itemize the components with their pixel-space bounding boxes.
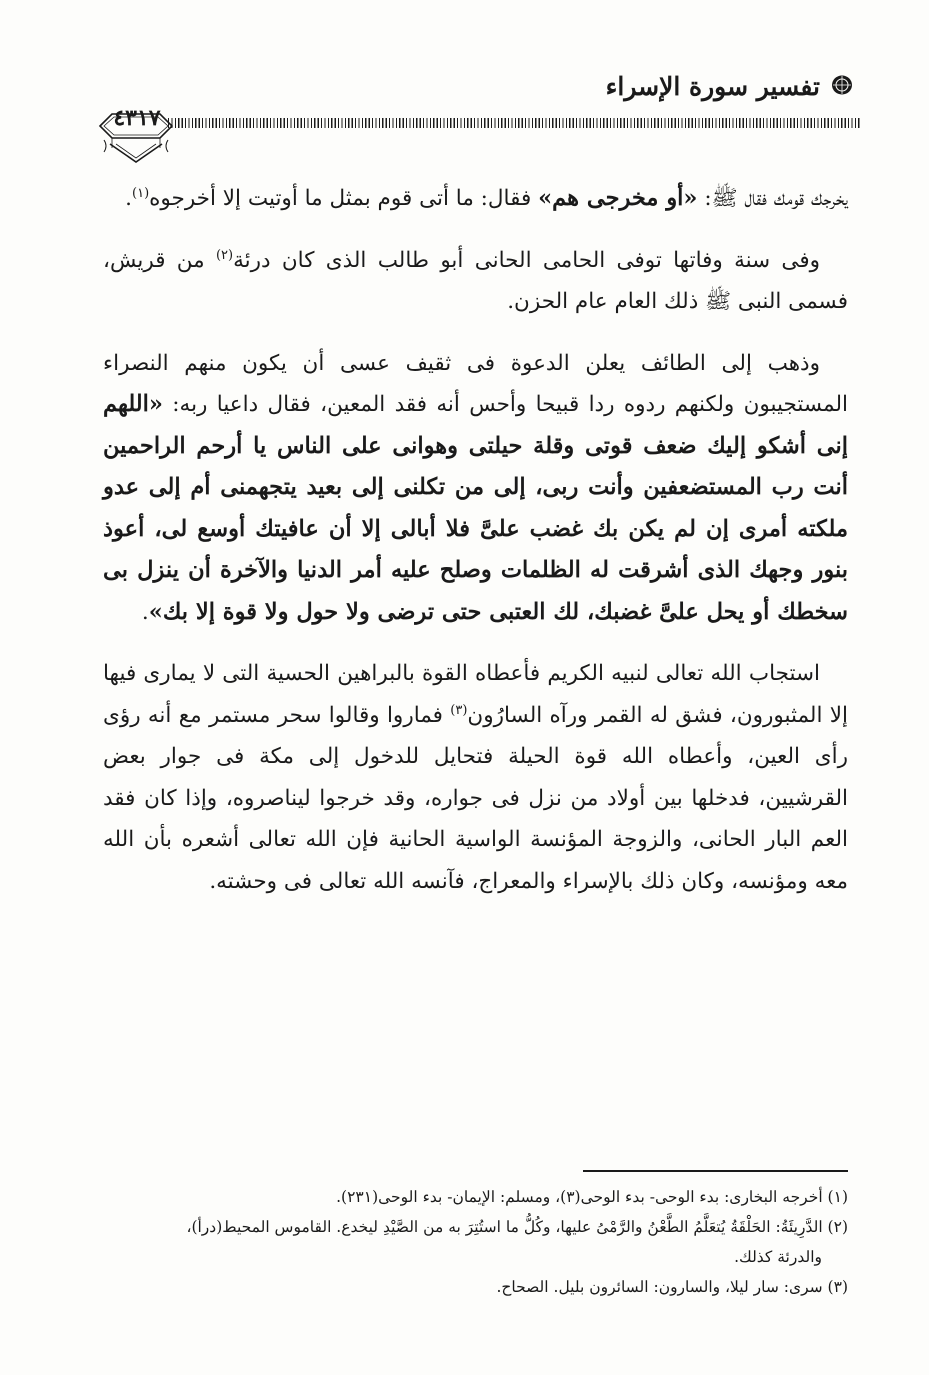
footnote-ref: (٢) — [215, 247, 234, 263]
body-text — [103, 178, 848, 902]
paragraph: استجاب الله تعالى لنبيه الكريم فأعطاه القوة بالبراهين الحسية التى لا يمارى فيها إلا المثبورون، فشق له القمر ورآه السارُون$^{(٣)}$ فماروا وقالوا سحر مستمر مع أنه رؤى رأى العين، وأعطاه الله قوة الحيلة فتحايل للدخول إلى مكة فى جوار بعض القرشيين، فدخلها بين أولاد من نزل فى جواره، وقد خرجوا ليناصروه، وإذا كان فقد العم البار الحانى، والزوجة المؤنسة الواسية الحانية فإن الله تعالى أشعره بأن الله معه ومؤنسه، وكان ذلك بالإسراء والمعراج، فآنسه الله تعالى فى وحشته. — [103, 661, 848, 894]
paragraph: يخرجك قومك فقال ﷺ: «أو مخرجى هم» فقال: ما أتى قوم بمثل ما أوتيت إلا أخرجوه$^{(١)}$. — [125, 185, 848, 211]
footnote-continuation: والدرئة كذلك. — [734, 1248, 822, 1266]
header-rule — [168, 118, 860, 128]
paragraph: وفى سنة وفاتها توفى الحامى الحانى أبو طالب الذى كان درئة$^{(٢)}$ من قريش، فسمى النبى ﷺ ذلك العام عام الحزن. — [103, 247, 848, 314]
ornament-icon — [830, 74, 854, 96]
footnote: (٣) سرى: سار ليلا، والسارون: السائرون بليل. الصحاح. — [496, 1278, 848, 1296]
page-header — [90, 58, 860, 168]
running-title: تفسير سورة الإسراء — [605, 72, 820, 101]
footnote: (٢) الدَّرِيئَةُ: الحَلْقَةُ يُتعَلَّمُ الطَّعْنُ والرَّمْىُ عليها، وكُلُّ ما استُتِرَ به من الصَّيْدِ ليخدع. القاموس المحيط(درأ)، — [186, 1218, 848, 1236]
page-number: ٤٣١٧ — [113, 105, 161, 131]
footnote-ref: (٣) — [450, 702, 468, 718]
prayer-quote: «اللهم إنى أشكو إليك ضعف قوتى وقلة حيلتى وهوانى على الناس يا أرحم الراحمين أنت رب المستضعفين وأنت ربى، إلى من تكلنى إلى بعيد يتجهمنى أم إلى عدو ملكته أمرى إن لم يكن بك غضب علىَّ فلا أبالى إلا أن عافيتك أوسع لى، أعوذ بنور وجهك الذى أشرقت له الظلمات وصلح عليه أمر الدنيا والآخرة أن ينزل بى سخطك أو يحل علىَّ غضبك، لك العتبى حتى ترضى ولا حول ولا قوة إلا بك» — [103, 391, 848, 625]
footnote: (١) أخرجه البخارى: بدء الوحى- بدء الوحى(٣)، ومسلم: الإيمان- بدء الوحى(٢٣١). — [336, 1188, 848, 1206]
footnotes — [103, 1182, 848, 1302]
footnote-ref: (١) — [132, 185, 150, 201]
paragraph: وذهب إلى الطائف يعلن الدعوة فى ثقيف عسى أن يكون منهم النصراء المستجيبون ولكنهم ردوه ردا قبيحا وأحس أنه فقد المعين، فقال داعيا ربه: «اللهم إنى أشكو إليك ضعف قوتى وقلة حيلتى وهوانى على الناس يا أرحم الراحمين أنت رب المستضعفين وأنت ربى، إلى من تكلنى إلى بعيد يتجهمنى أم إلى عدو ملكته أمرى إن لم يكن بك غضب علىَّ فلا أبالى إلا أن عافيتك أوسع لى، أعوذ بنور وجهك الذى أشرقت له الظلمات وصلح عليه أمر الدنيا والآخرة أن ينزل بى سخطك أو يحل علىَّ غضبك، لك العتبى حتى ترضى ولا حول ولا قوة إلا بك». — [103, 350, 848, 625]
quote: «أو مخرجى هم» — [538, 185, 698, 211]
footnote-separator — [583, 1170, 848, 1172]
